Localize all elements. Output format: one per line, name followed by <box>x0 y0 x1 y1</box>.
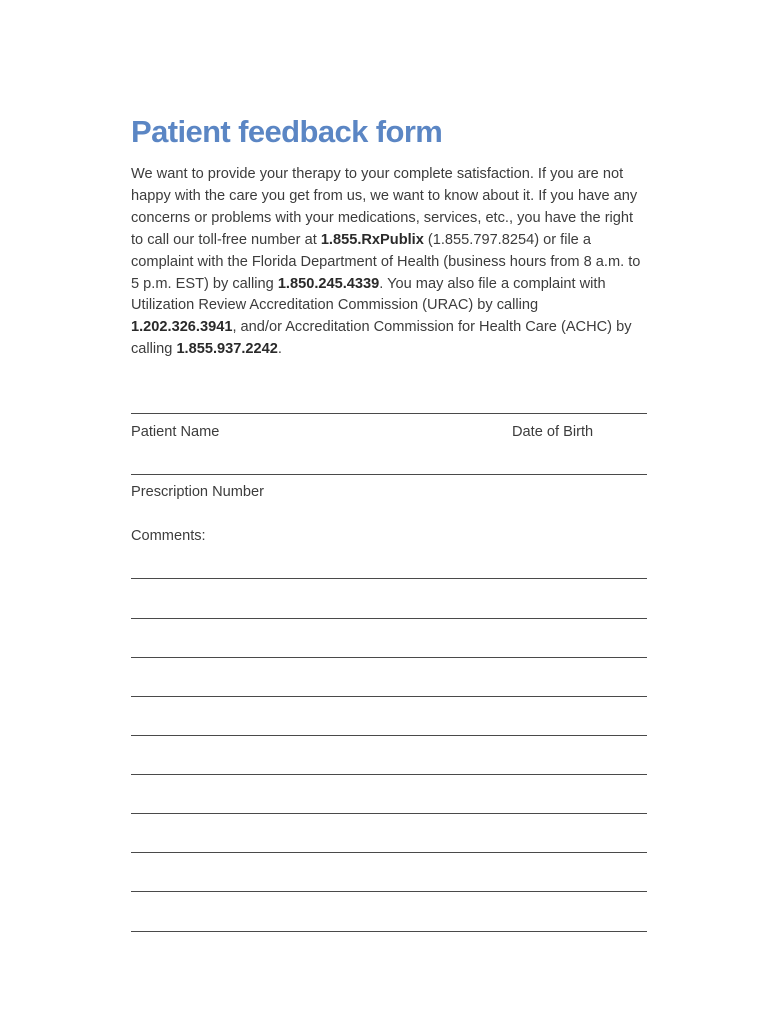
comment-line[interactable] <box>131 735 647 736</box>
comment-line[interactable] <box>131 813 647 814</box>
intro-text-5: . <box>277 341 282 358</box>
intro-text-2: (1.855.797.8254) or file a complaint with the Florida Department of Health (business hours from 8 a.m. to 5 p.m. EST) by calling <box>131 231 641 292</box>
intro-text-4: , and/or Accreditation Commission for Health Care (ACHC) by calling <box>131 319 632 358</box>
patient-name-label: Patient Name <box>131 424 220 440</box>
phone-urac: 1.202.326.3941 <box>131 319 233 336</box>
comment-line[interactable] <box>131 657 647 658</box>
intro-text-1: We want to provide your therapy to your complete satisfaction. If you are not happy with the care you get from us, we want to know about it. If you have any concerns or problems with your medications, services, etc., you have the right to call our toll-free number at <box>131 166 638 248</box>
comment-line[interactable] <box>131 696 647 697</box>
patient-name-line[interactable] <box>131 413 647 414</box>
comment-line[interactable] <box>131 931 647 932</box>
phone-fdoh: 1.850.245.4339 <box>277 275 380 292</box>
phone-rxpublix: 1.855.RxPublix <box>320 231 424 248</box>
comment-line[interactable] <box>131 618 647 619</box>
prescription-number-line[interactable] <box>131 474 647 475</box>
comment-line[interactable] <box>131 774 647 775</box>
intro-paragraph <box>131 164 647 361</box>
intro-text-3: . You may also file a complaint with Utilization Review Accreditation Commission (URAC) by calling <box>131 275 606 314</box>
comment-line[interactable] <box>131 852 647 853</box>
comment-line[interactable] <box>131 891 647 892</box>
phone-achc: 1.855.937.2242 <box>176 341 278 358</box>
dob-label: Date of Birth <box>512 424 594 440</box>
comments-label: Comments: <box>131 528 206 544</box>
page-title: Patient feedback form <box>131 114 443 149</box>
comment-line[interactable] <box>131 578 647 579</box>
prescription-number-label: Prescription Number <box>131 484 265 500</box>
feedback-form <box>131 112 647 361</box>
